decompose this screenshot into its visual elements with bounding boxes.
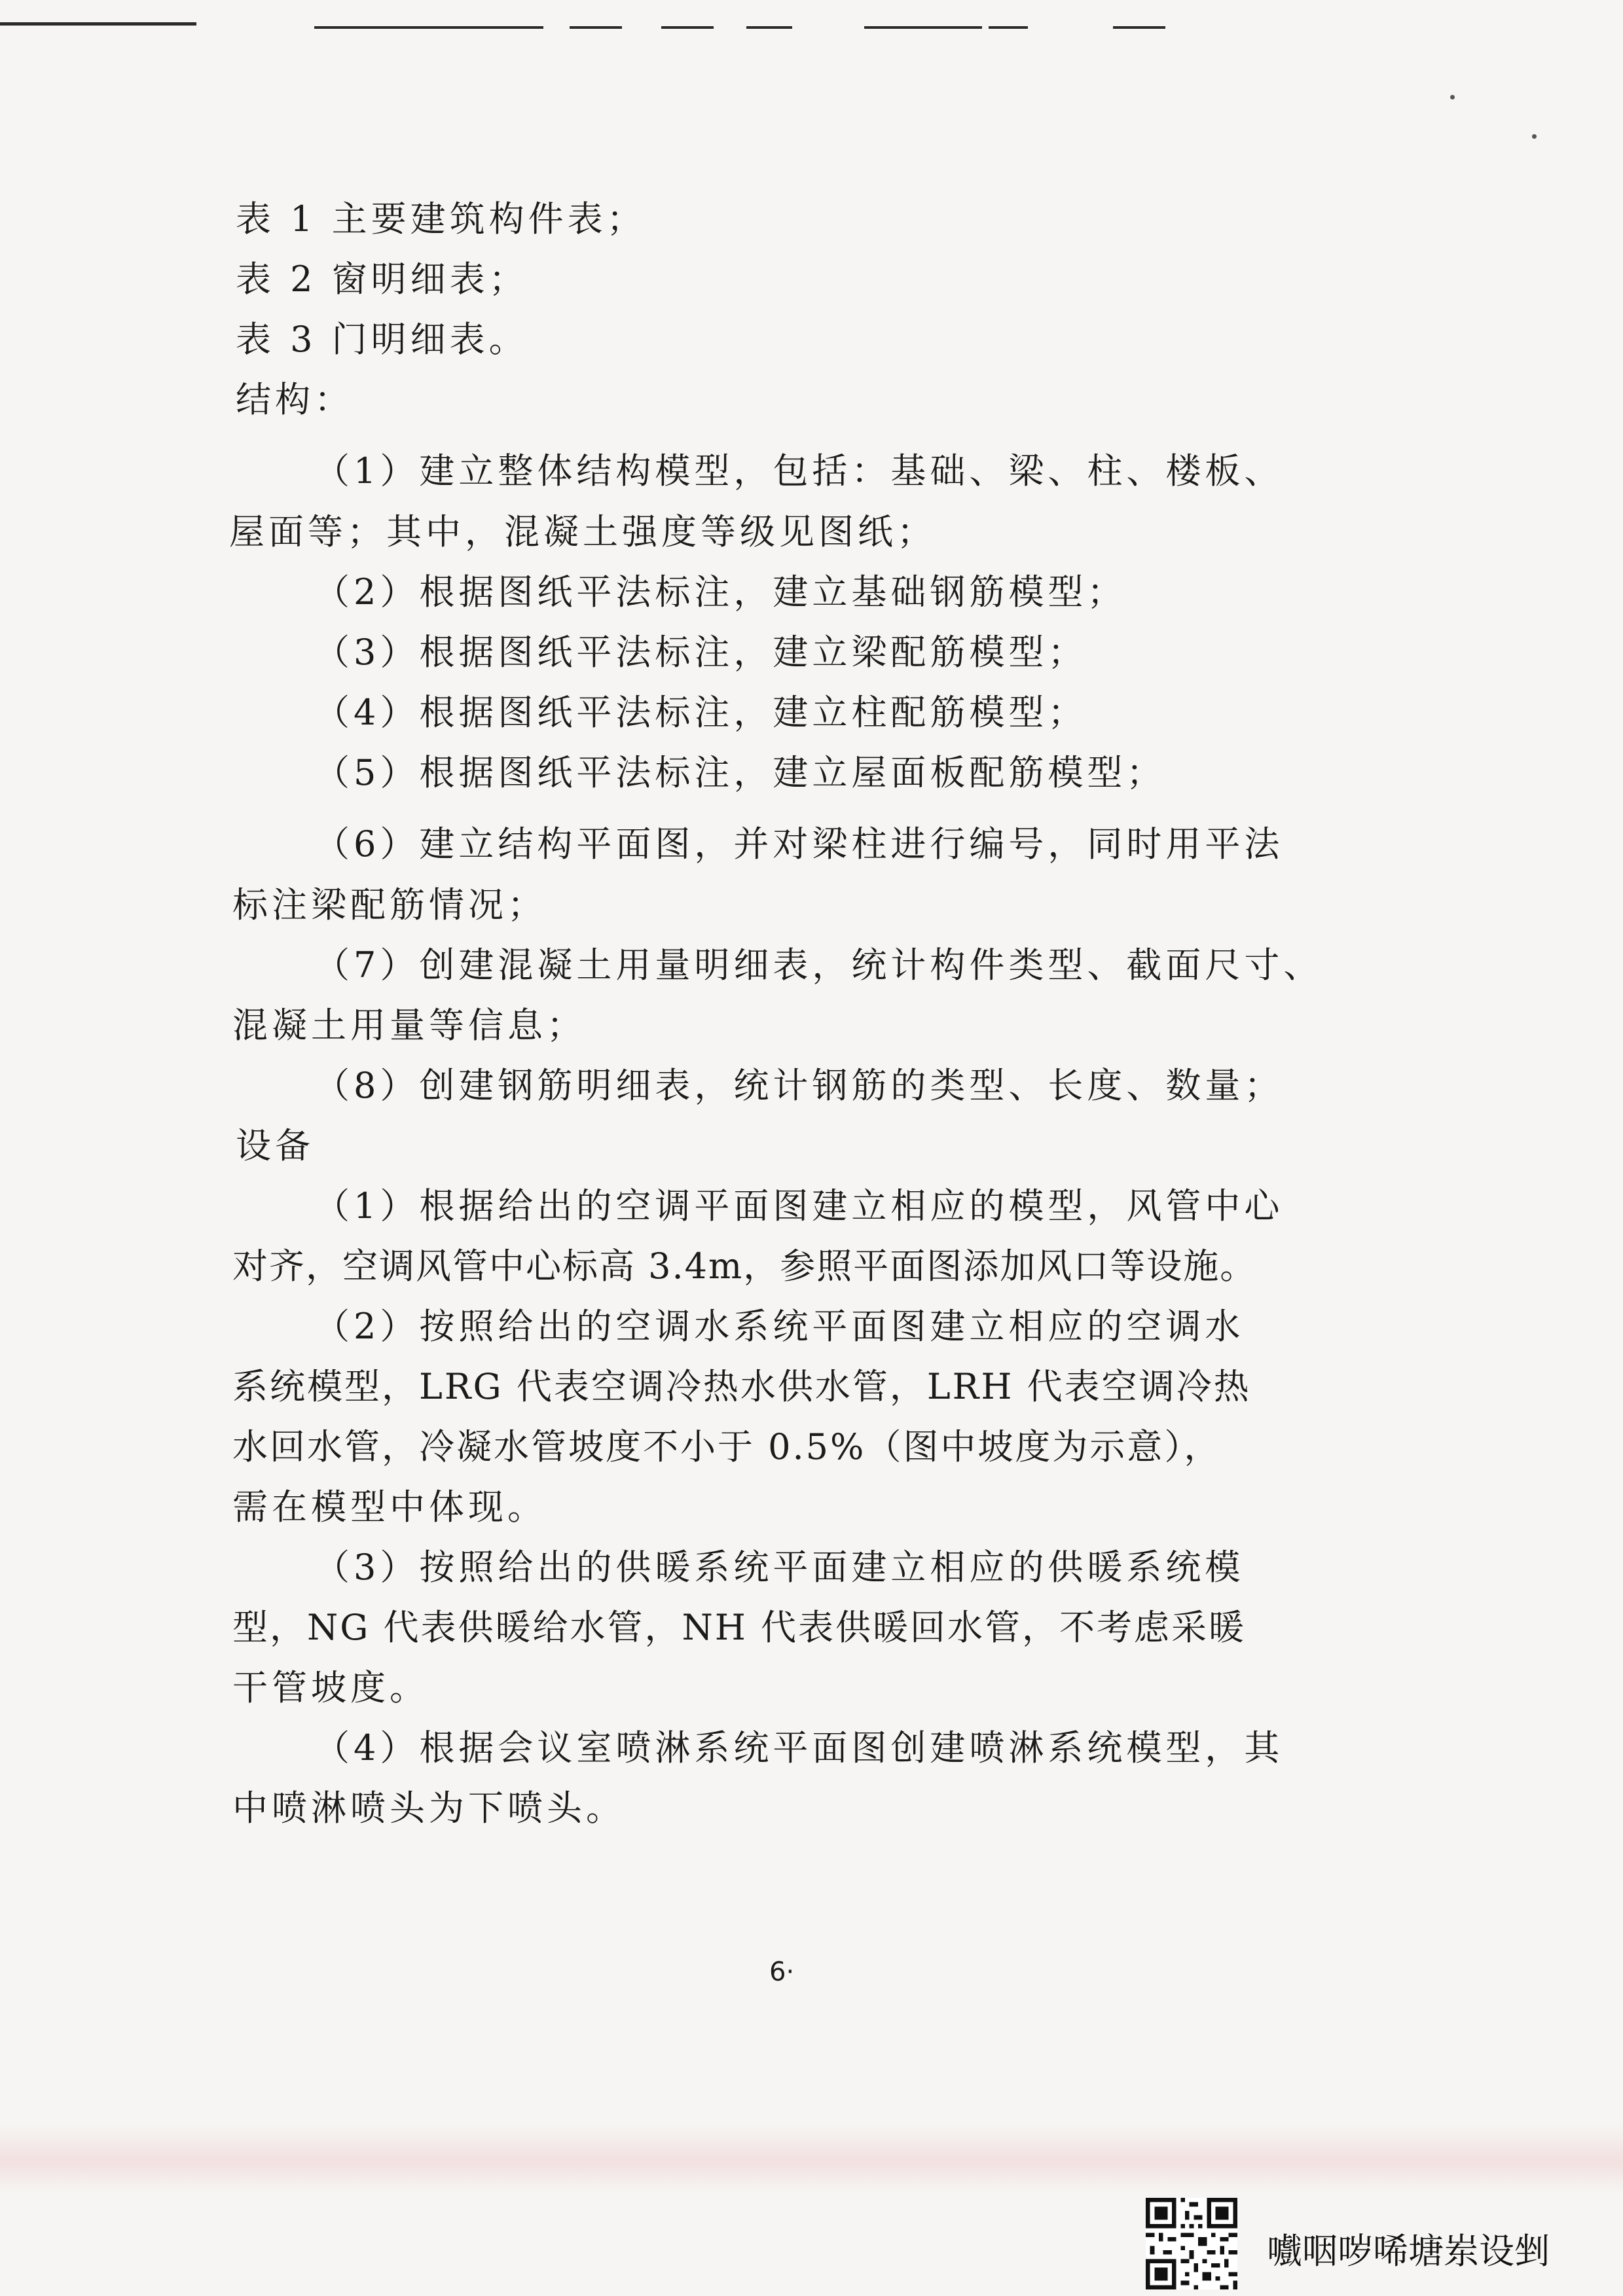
text-line-20: 系统模型，LRG 代表空调冷热水供水管，LRH 代表空调冷热 [232,1366,1251,1407]
text-line-22: 需在模型中体现。 [232,1486,547,1528]
text-line-5: （1）建立整体结构模型，包括：基础、梁、柱、楼板、 [314,450,1284,492]
section-heading-structure: 结构： [236,379,354,420]
text-line-18: 对齐，空调风管中心标高 3.4m，参照平面图添加风口等设施。 [232,1246,1257,1287]
scan-mark-top-7 [989,26,1028,29]
text-line-21: 水回水管，冷凝水管坡度不小于 0.5%（图中坡度为示意）， [232,1426,1222,1467]
text-line-26: （4）根据会议室喷淋系统平面图创建喷淋系统模型，其 [314,1727,1284,1768]
section-heading-equipment: 设备 [236,1125,314,1166]
scan-mark-top-6 [864,26,982,29]
text-line-3: 表 3 门明细表。 [236,319,528,360]
text-line-11: （6）建立结构平面图，并对梁柱进行编号，同时用平法 [314,823,1284,865]
text-line-25: 干管坡度。 [232,1667,429,1708]
scan-mark-top-5 [746,26,792,29]
scan-speck-2 [1532,134,1537,139]
text-line-6: 屋面等；其中，混凝土强度等级见图纸； [229,511,936,552]
scan-stain [0,2124,1623,2193]
text-line-13: （7）创建混凝土用量明细表，统计构件类型、截面尺寸、 [314,944,1323,986]
text-line-19: （2）按照给出的空调水系统平面图建立相应的空调水 [314,1306,1245,1347]
text-line-23: （3）按照给出的供暖系统平面建立相应的供暖系统模 [314,1547,1245,1588]
scan-mark-top-8 [1113,26,1165,29]
text-line-2: 表 2 窗明细表； [236,259,528,300]
text-line-27: 中喷淋喷头为下喷头。 [232,1787,625,1829]
qr-code-icon [1146,2198,1237,2289]
scan-mark-top-4 [661,26,714,29]
scan-speck-1 [1450,95,1455,99]
text-line-17: （1）根据给出的空调平面图建立相应的模型，风管中心 [314,1185,1284,1227]
scan-mark-top-2 [314,26,543,29]
watermark-text: 嚱咽哕唏塘岽设剉 [1267,2231,1550,2272]
text-line-12: 标注梁配筋情况； [232,884,547,925]
text-line-15: （8）创建钢筋明细表，统计钢筋的类型、长度、数量； [314,1065,1284,1106]
text-line-1: 表 1 主要建筑构件表； [236,198,646,240]
text-line-8: （3）根据图纸平法标注，建立梁配筋模型； [314,632,1087,673]
text-line-14: 混凝土用量等信息； [232,1005,586,1046]
scan-mark-top-1 [0,22,196,26]
text-line-10: （5）根据图纸平法标注，建立屋面板配筋模型； [314,752,1166,793]
scan-mark-top-3 [570,26,622,29]
text-line-9: （4）根据图纸平法标注，建立柱配筋模型； [314,692,1087,733]
text-line-7: （2）根据图纸平法标注，建立基础钢筋模型； [314,571,1127,613]
text-line-24: 型，NG 代表供暖给水管，NH 代表供暖回水管，不考虑采暖 [232,1607,1247,1648]
page-number: 6· [769,1957,795,1987]
